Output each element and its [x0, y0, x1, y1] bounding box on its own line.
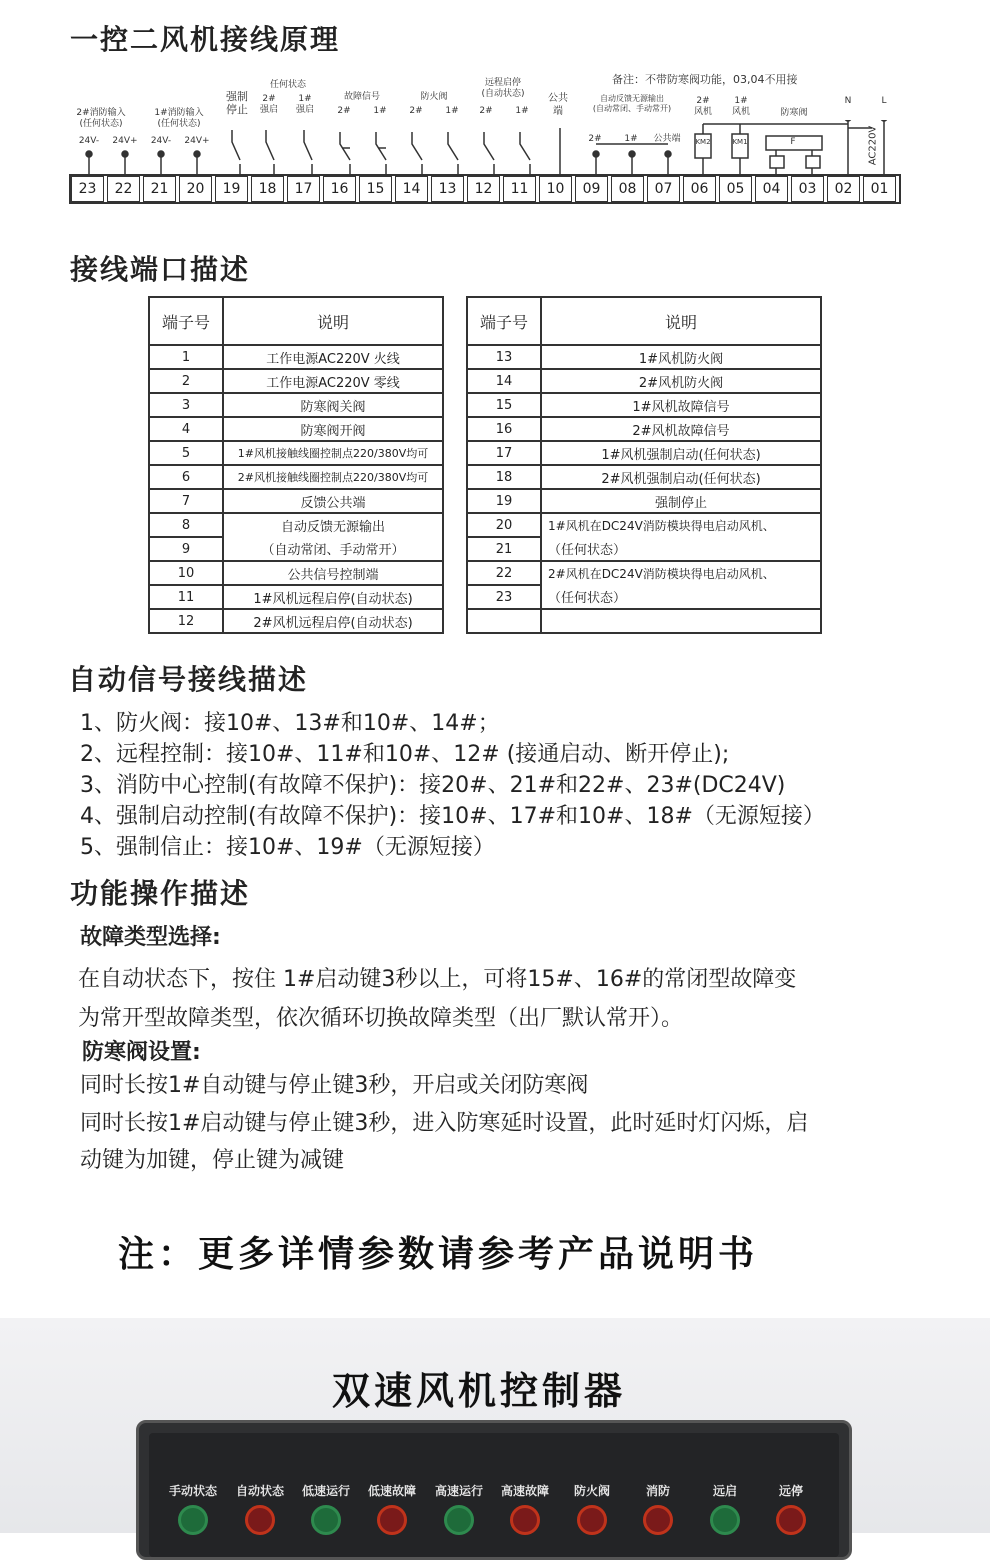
terminal: 01 — [863, 176, 896, 202]
port-desc: 工作电源AC220V 零线 — [223, 369, 443, 393]
indicator-label: 防火阀 — [573, 1484, 610, 1498]
port-no: 15 — [467, 393, 541, 417]
indicator-led — [311, 1505, 341, 1535]
diagram-remark: 备注：不带防寒阀功能，03,04不用接 — [612, 73, 798, 86]
port-no: 23 — [467, 585, 541, 609]
table-row — [467, 561, 821, 585]
product-title: 双速风机控制器 — [332, 1369, 627, 1413]
port-desc: 2#风机在DC24V消防模块得电启动风机、 — [541, 561, 821, 585]
any-state-sub: 2# 强启 — [259, 94, 278, 115]
terminal: 03 — [791, 176, 824, 202]
terminal: 14 — [395, 176, 428, 202]
port-no: 9 — [149, 537, 223, 561]
remote-label: 远程启停 (自动状态) — [481, 78, 525, 99]
port-no: 19 — [467, 489, 541, 513]
port-table-right — [466, 296, 822, 634]
port-no: 18 — [467, 465, 541, 489]
port-no: 5 — [149, 441, 223, 465]
terminal: 17 — [287, 176, 320, 202]
indicator-led — [444, 1505, 474, 1535]
table-row — [149, 513, 443, 537]
port-desc: 2#风机接触线圈控制点220/380V均可 — [223, 465, 443, 489]
terminal: 22 — [107, 176, 140, 202]
terminal: 21 — [143, 176, 176, 202]
terminal: 08 — [611, 176, 644, 202]
port-no: 7 — [149, 489, 223, 513]
auto-item: 3、消防中心控制(有故障不保护)：接20#、21#和22#、23#(DC24V) — [80, 773, 786, 798]
indicator-led — [510, 1505, 540, 1535]
fire-input-2-label: 2#消防输入 (任何状态) — [76, 108, 126, 129]
terminal: 23 — [71, 176, 104, 202]
port-desc: 防寒阀关阀 — [223, 393, 443, 417]
terminal: 16 — [323, 176, 356, 202]
wiring-graphic — [60, 120, 910, 180]
port-desc: 1#风机强制启动(任何状态) — [541, 441, 821, 465]
auto-item: 5、强制信止：接10#、19#（无源短接） — [80, 835, 495, 860]
indicator-label: 手动状态 — [168, 1484, 217, 1498]
terminal: 19 — [215, 176, 248, 202]
port-no: 11 — [149, 585, 223, 609]
terminal: 18 — [251, 176, 284, 202]
port-no: 3 — [149, 393, 223, 417]
fault-sub: 1# — [373, 106, 387, 116]
n-label: N — [844, 96, 852, 106]
port-no: 13 — [467, 345, 541, 369]
terminal: 06 — [683, 176, 716, 202]
table-row — [149, 537, 443, 561]
table-row — [467, 585, 821, 609]
terminal: 02 — [827, 176, 860, 202]
port-desc: 防寒阀开阀 — [223, 417, 443, 441]
cold-line: 同时长按1#自动键与停止键3秒，开启或关闭防寒阀 — [80, 1073, 589, 1098]
port-desc: 1#风机接触线圈控制点220/380V均可 — [223, 441, 443, 465]
indicator-led — [178, 1505, 208, 1535]
port-desc: 1#风机远程启停(自动状态) — [223, 585, 443, 609]
port-desc: （自动常闭、手动常开） — [223, 537, 443, 561]
fault-line: 在自动状态下，按住 1#启动键3秒以上，可将15#、16#的常闭型故障变 — [78, 967, 797, 992]
voltage-label: 24V+ — [184, 136, 210, 146]
terminal: 12 — [467, 176, 500, 202]
port-desc: 工作电源AC220V 火线 — [223, 345, 443, 369]
table-row — [149, 585, 443, 609]
indicator-led — [643, 1505, 673, 1535]
table-row — [149, 489, 443, 513]
common-label: 公共 端 — [548, 93, 568, 117]
port-table-left — [148, 296, 444, 634]
table-row — [149, 465, 443, 489]
ac220v-label: AC220V — [867, 125, 879, 166]
indicator-label: 高速运行 — [434, 1484, 483, 1498]
fan2-label: 2# 风机 — [693, 96, 712, 117]
fire-valve-sub: 1# — [445, 106, 459, 116]
table-row — [149, 609, 443, 633]
fault-line: 为常开型故障类型，依次循环切换故障类型（出厂默认常开）。 — [78, 1006, 684, 1031]
function-section-title: 功能操作描述 — [70, 877, 251, 910]
port-desc: 强制停止 — [541, 489, 821, 513]
indicator-led — [710, 1505, 740, 1535]
cold-line: 同时长按1#启动键与停止键3秒，进入防寒延时设置，此时延时灯闪烁，启 — [80, 1111, 809, 1136]
port-desc: 自动反馈无源输出 — [223, 513, 443, 537]
port-desc: 1#风机故障信号 — [541, 393, 821, 417]
table-header: 端子号 — [149, 297, 223, 345]
table-row — [467, 489, 821, 513]
port-no: 2 — [149, 369, 223, 393]
terminal: 07 — [647, 176, 680, 202]
feedback-label: 自动反馈无源输出 (自动常闭、手动常开) — [592, 94, 672, 113]
voltage-label: 24V- — [150, 136, 172, 146]
auto-item: 2、远程控制：接10#、11#和10#、12# (接通启动、断开停止); — [80, 742, 730, 767]
table-row — [467, 345, 821, 369]
port-no: 6 — [149, 465, 223, 489]
manual-note: 注：更多详情参数请参考产品说明书 — [118, 1234, 759, 1275]
terminal: 20 — [179, 176, 212, 202]
indicator-label: 远停 — [778, 1484, 803, 1498]
terminal: 13 — [431, 176, 464, 202]
km1-label: KM1 — [732, 138, 748, 146]
port-desc: 2#风机故障信号 — [541, 417, 821, 441]
km2-label: KM2 — [695, 138, 711, 146]
table-row — [467, 465, 821, 489]
table-row — [467, 393, 821, 417]
table-row — [149, 393, 443, 417]
table-header: 端子号 — [467, 297, 541, 345]
terminal: 10 — [539, 176, 572, 202]
fan1-label: 1# 风机 — [731, 96, 750, 117]
voltage-label: 24V- — [78, 136, 100, 146]
table-row — [467, 417, 821, 441]
port-no: 16 — [467, 417, 541, 441]
cold-title: 防寒阀设置: — [82, 1040, 201, 1065]
port-no: 14 — [467, 369, 541, 393]
indicator-led — [776, 1505, 806, 1535]
port-no — [467, 609, 541, 633]
table-row — [467, 513, 821, 537]
fault-sub: 2# — [337, 106, 351, 116]
port-desc: （任何状态） — [541, 585, 821, 609]
terminal: 11 — [503, 176, 536, 202]
table-header: 说明 — [223, 297, 443, 345]
indicator-label: 低速运行 — [301, 1484, 350, 1498]
table-row — [149, 417, 443, 441]
port-desc: 反馈公共端 — [223, 489, 443, 513]
port-no: 20 — [467, 513, 541, 537]
indicator-label: 自动状态 — [235, 1484, 284, 1498]
fault-signal-label: 故障信号 — [343, 92, 380, 102]
auto-item: 1、防火阀：接10#、13#和10#、14#； — [80, 711, 500, 736]
auto-item: 4、强制启动控制(有故障不保护)：接10#、17#和10#、18#（无源短接） — [80, 804, 825, 829]
cold-valve-label: 防寒阀 — [780, 108, 808, 118]
fault-title: 故障类型选择: — [80, 925, 221, 950]
feedback-sub: 2# — [588, 134, 602, 144]
remote-sub: 2# — [479, 106, 493, 116]
port-no: 10 — [149, 561, 223, 585]
port-no: 4 — [149, 417, 223, 441]
table-header: 说明 — [541, 297, 821, 345]
port-desc: 1#风机在DC24V消防模块得电启动风机、 — [541, 513, 821, 537]
port-no: 12 — [149, 609, 223, 633]
indicator-label: 高速故障 — [500, 1484, 549, 1498]
indicator-led — [245, 1505, 275, 1535]
port-no: 22 — [467, 561, 541, 585]
fire-input-1-label: 1#消防输入 (任何状态) — [154, 108, 204, 129]
remote-sub: 1# — [515, 106, 529, 116]
indicator-led — [377, 1505, 407, 1535]
auto-section-title: 自动信号接线描述 — [68, 663, 309, 696]
table-row — [467, 609, 821, 633]
port-desc — [541, 609, 821, 633]
port-no: 1 — [149, 345, 223, 369]
port-desc: （任何状态） — [541, 537, 821, 561]
force-stop-label: 强制 停止 — [226, 90, 248, 116]
terminal: 05 — [719, 176, 752, 202]
table-row — [149, 441, 443, 465]
fire-valve-label: 防火阀 — [420, 92, 448, 102]
port-desc: 1#风机防火阀 — [541, 345, 821, 369]
feedback-sub: 公共端 — [653, 134, 681, 144]
voltage-label: 24V+ — [112, 136, 138, 146]
terminal: 04 — [755, 176, 788, 202]
fire-valve-sub: 2# — [409, 106, 423, 116]
port-desc: 2#风机远程启停(自动状态) — [223, 609, 443, 633]
table-row — [467, 369, 821, 393]
indicator-led — [577, 1505, 607, 1535]
port-no: 17 — [467, 441, 541, 465]
port-section-title: 接线端口描述 — [70, 253, 251, 286]
port-no: 21 — [467, 537, 541, 561]
page-title: 一控二风机接线原理 — [70, 23, 341, 56]
port-desc: 2#风机强制启动(任何状态) — [541, 465, 821, 489]
any-state-label: 任何状态 — [269, 80, 306, 90]
table-row — [467, 537, 821, 561]
table-row — [467, 441, 821, 465]
terminal: 09 — [575, 176, 608, 202]
any-state-sub: 1# 强启 — [295, 94, 314, 115]
feedback-sub: 1# — [624, 134, 638, 144]
port-desc: 2#风机防火阀 — [541, 369, 821, 393]
indicator-label: 远启 — [712, 1484, 737, 1498]
port-no: 8 — [149, 513, 223, 537]
f-label: F — [790, 137, 796, 147]
cold-line: 动键为加键，停止键为减键 — [80, 1148, 345, 1173]
terminal: 15 — [359, 176, 392, 202]
l-label: L — [881, 96, 887, 106]
port-desc: 公共信号控制端 — [223, 561, 443, 585]
table-row — [149, 369, 443, 393]
indicator-label: 消防 — [645, 1484, 670, 1498]
table-row — [149, 345, 443, 369]
table-row — [149, 561, 443, 585]
indicator-label: 低速故障 — [367, 1484, 416, 1498]
